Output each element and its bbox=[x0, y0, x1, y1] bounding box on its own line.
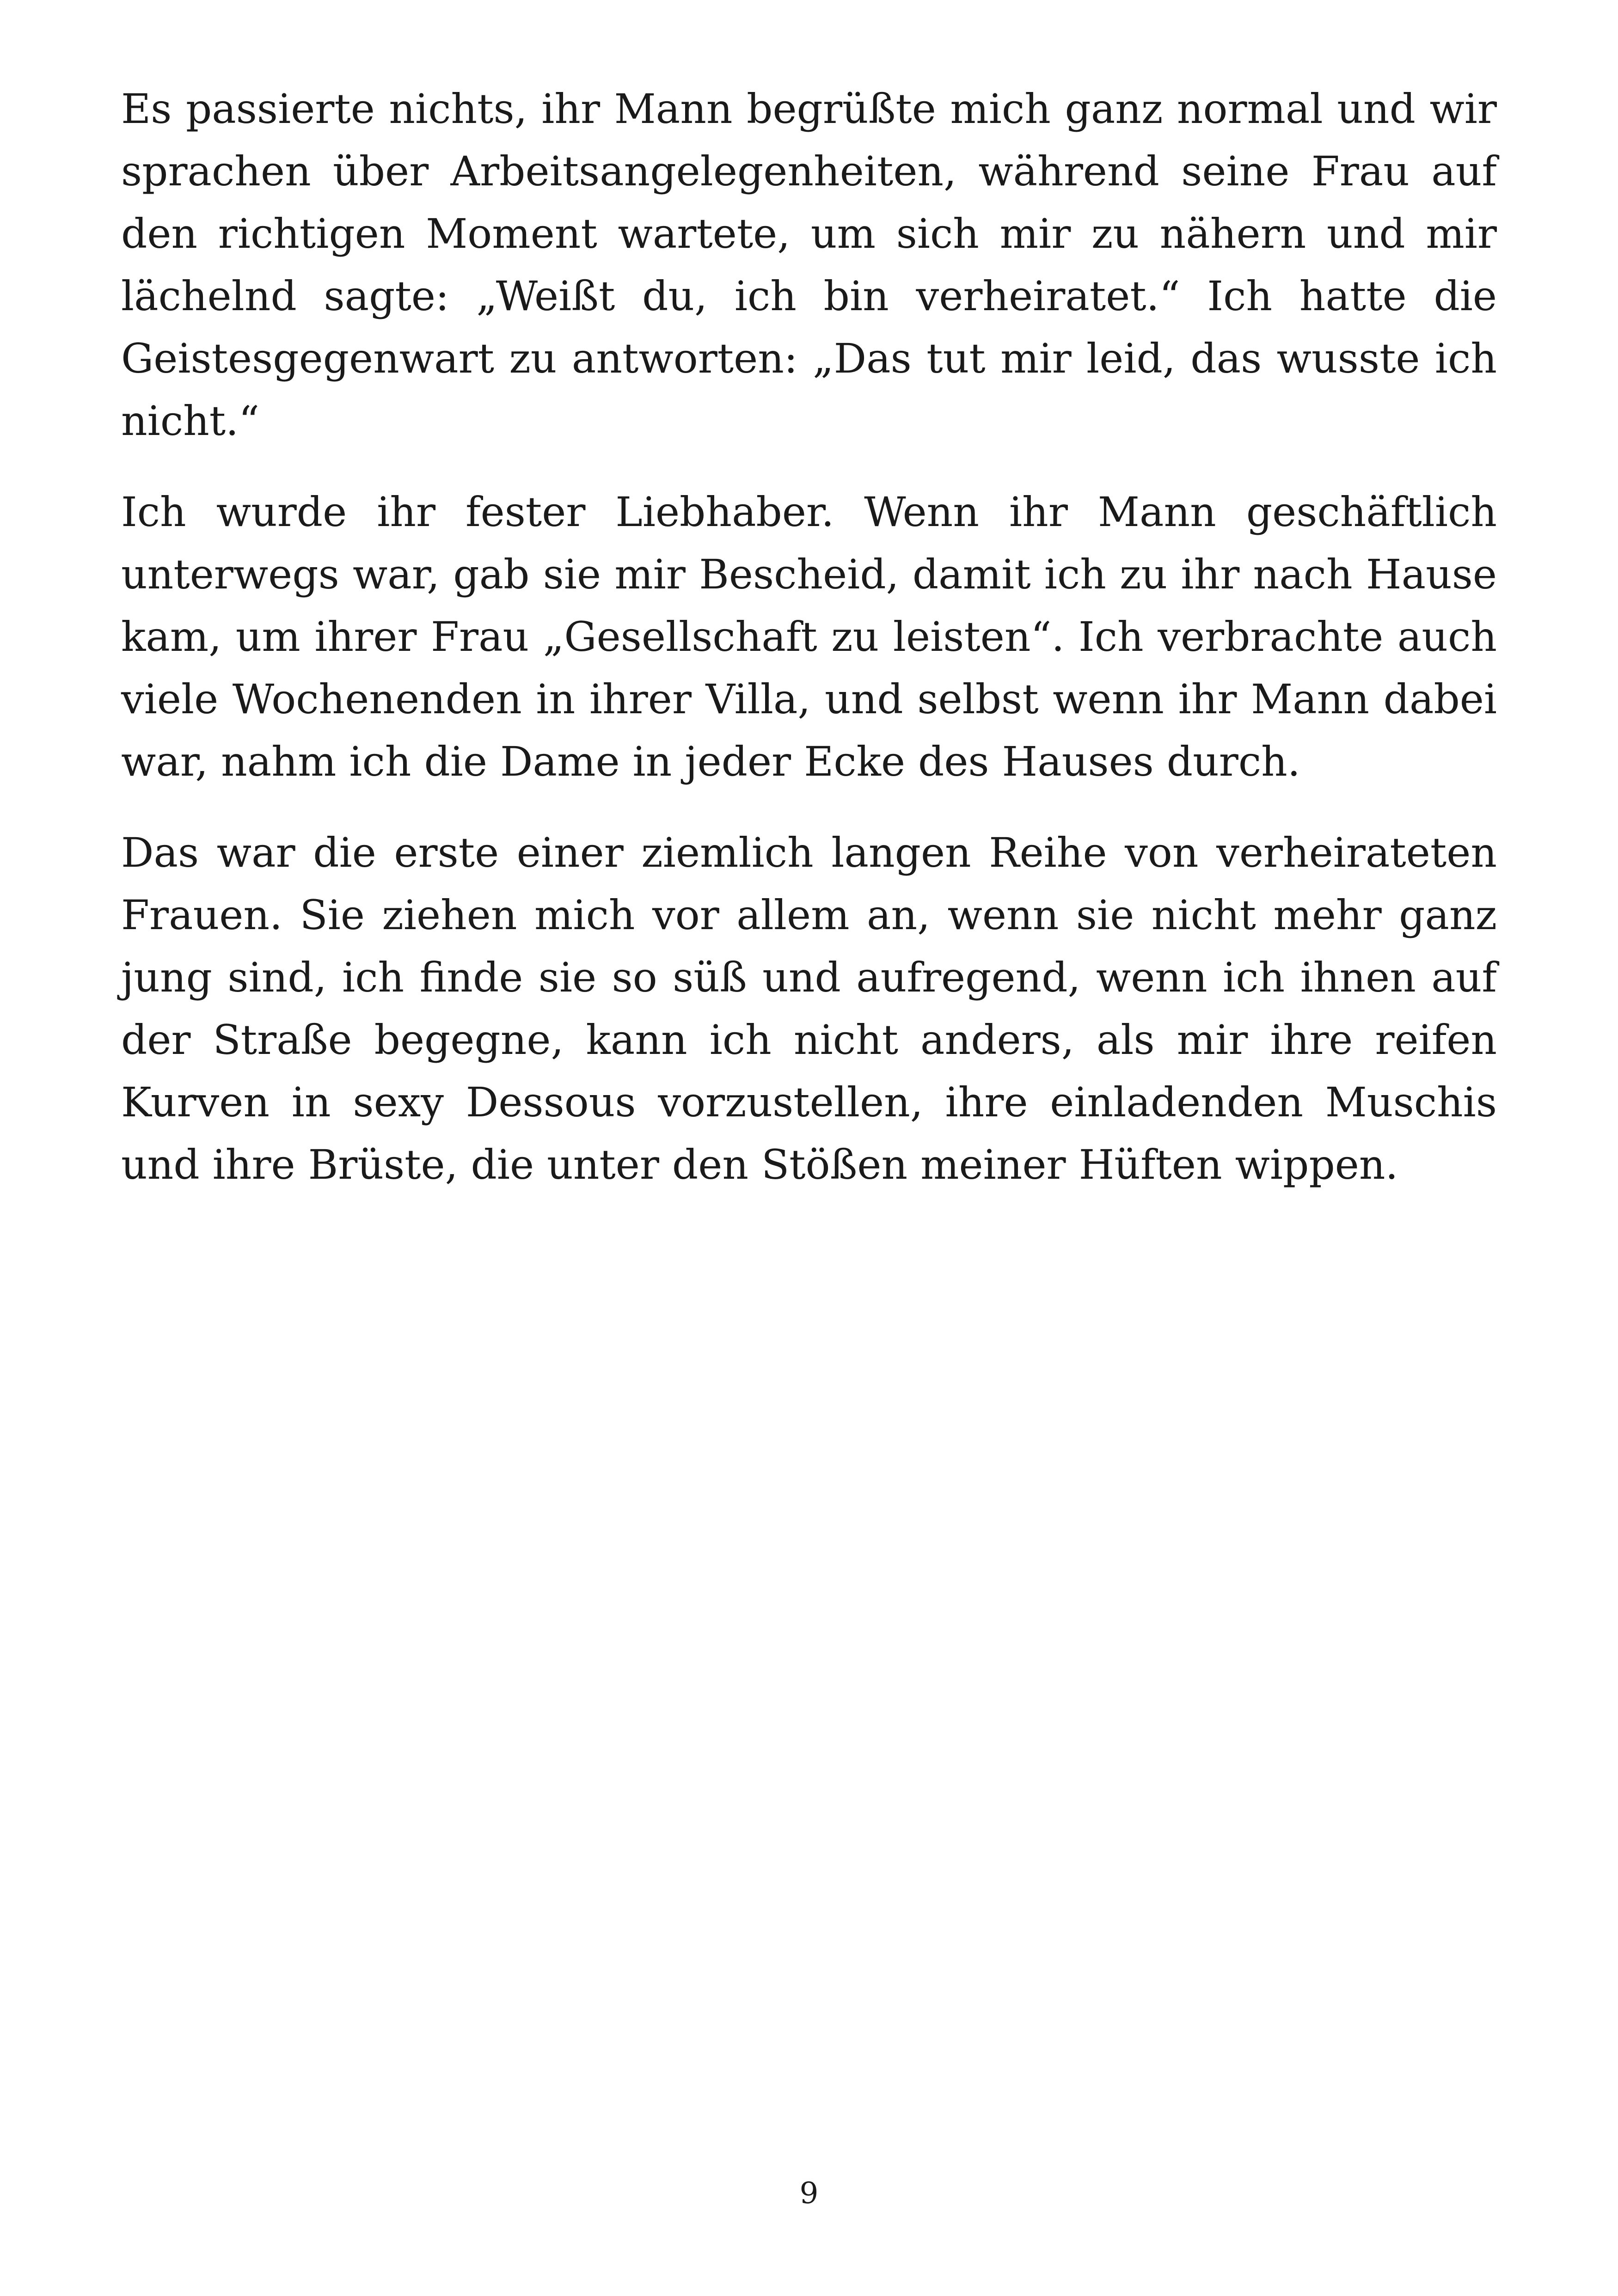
paragraph-3: Das war die erste einer ziemlich langen Reihe von verheirateten Frauen. Sie ziehen mich vor allem an, wenn sie nicht mehr ganz jung sind, ich finde sie so süß und aufregend, wenn ich ihnen auf der Straße begegne, kann ich nicht anders, als mir ihre reifen Kurven in sexy Dessous vorzustellen, ihre einladenden Muschis und ihre Brüste, die unter den Stößen meiner Hüften wippen. bbox=[121, 829, 1497, 1188]
paragraph-1: Es passierte nichts, ihr Mann begrüßte mich ganz normal und wir sprachen über Arbeitsangelegenheiten, während seine Frau auf den richtigen Moment wartete, um sich mir zu nähern und mir lächelnd sagte: „Weißt du, ich bin verheiratet.“ Ich hatte die Geistesgegenwart zu antworten: „Das tut mir leid, das wusste ich nicht.“ bbox=[121, 85, 1497, 445]
paragraph-2: Ich wurde ihr fester Liebhaber. Wenn ihr Mann geschäftlich unterwegs war, gab sie mir Bescheid, damit ich zu ihr nach Hause kam, um ihrer Frau „Gesellschaft zu leisten“. Ich verbrachte auch viele Wochenenden in ihrer Villa, und selbst wenn ihr Mann dabei war, nahm ich die Dame in jeder Ecke des Hauses durch. bbox=[121, 488, 1497, 785]
page-number: 9 bbox=[799, 2176, 819, 2210]
body-text bbox=[121, 78, 1497, 1225]
